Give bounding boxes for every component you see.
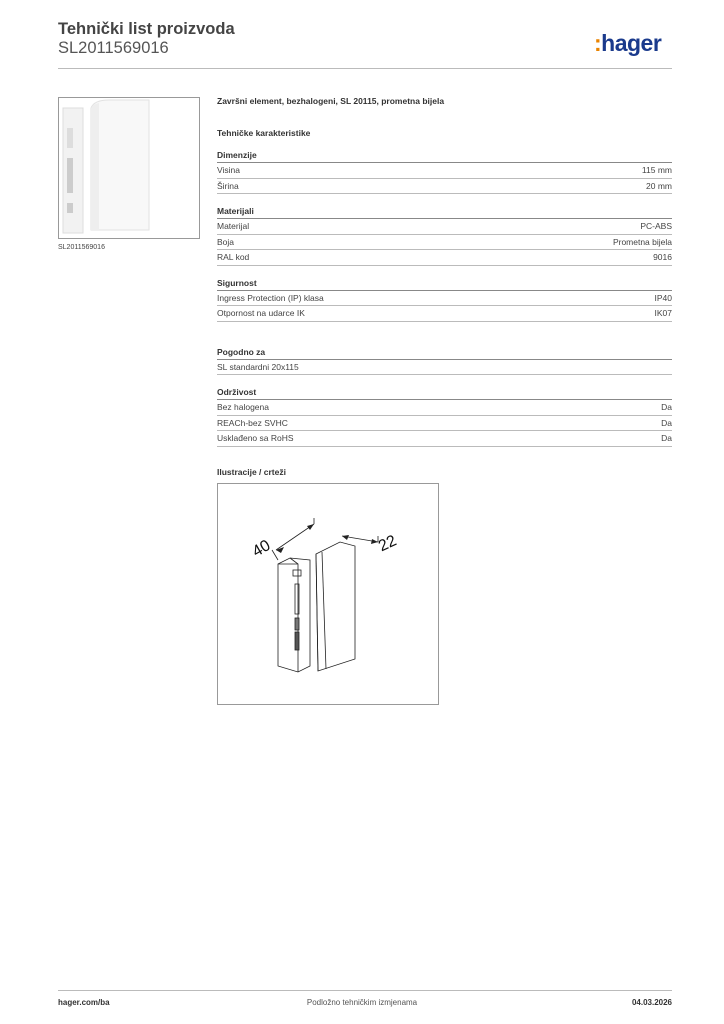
technical-drawing (217, 483, 439, 705)
spec-row (217, 235, 672, 251)
illustrations-heading: Ilustracije / crteži (217, 466, 286, 477)
spec-row (217, 360, 672, 376)
spec-label: Visina (217, 165, 240, 175)
product-title: Završni element, bezhalogeni, SL 20115, prometna bijela (217, 96, 445, 106)
spec-value: IP40 (654, 292, 672, 303)
spec-value: Da (661, 402, 672, 412)
spec-label: SL standardni 20x115 (217, 361, 299, 372)
section-title: Materijali (217, 206, 672, 219)
hager-logo (594, 30, 661, 57)
spec-row (217, 219, 672, 235)
spec-label: REACh-bez SVHC (217, 417, 288, 428)
spec-value: 9016 (653, 252, 672, 262)
section-title: Održivost (217, 387, 672, 400)
spec-row (217, 250, 672, 266)
spec-value: PC-ABS (640, 221, 672, 231)
product-photo (58, 97, 200, 239)
spec-row (217, 400, 672, 416)
spec-label: Otpornost na udarce IK (217, 308, 305, 318)
footer-website[interactable]: hager.com/ba (58, 998, 110, 1007)
dimension-label-a: 40 (249, 537, 274, 561)
spec-label: Usklađeno sa RoHS (217, 433, 294, 443)
document-title: Tehnički list proizvoda (58, 20, 235, 38)
footer-note: Podložno tehničkim izmjenama (306, 998, 418, 1007)
spec-label: Ingress Protection (IP) klasa (217, 292, 324, 303)
spec-row (217, 163, 672, 179)
spec-content (217, 96, 672, 477)
footer-divider (58, 990, 672, 991)
spec-value: 115 mm (641, 165, 672, 175)
dimension-label-b: 22 (375, 532, 400, 556)
section-title: Dimenzije (217, 150, 672, 163)
spec-row (217, 179, 672, 195)
spec-value: Prometna bijela (612, 236, 672, 247)
footer-date: 04.03.2026 (631, 998, 672, 1007)
spec-label: RAL kod (217, 252, 250, 262)
product-reference: SL2011569016 (58, 39, 169, 57)
spec-label: Širina (217, 180, 239, 191)
photo-caption: SL2011569016 (58, 244, 105, 251)
tech-heading: Tehničke karakteristike (217, 128, 311, 138)
spec-label: Bez halogena (217, 402, 269, 412)
logo-prefix: : (594, 30, 602, 56)
header-divider (58, 68, 672, 69)
spec-value: Da (661, 417, 672, 428)
spec-row (217, 416, 672, 432)
spec-row (217, 291, 672, 307)
spec-label: Boja (217, 236, 235, 247)
spec-row (217, 306, 672, 322)
section-title: Sigurnost (217, 278, 672, 291)
spec-label: Materijal (217, 221, 250, 231)
logo-text: hager (601, 30, 662, 56)
spec-row (217, 431, 672, 447)
spec-value: IK07 (654, 308, 672, 318)
section-title: Pogodno za (217, 347, 672, 360)
spec-value: Da (661, 433, 672, 443)
spec-value: 20 mm (646, 180, 672, 191)
